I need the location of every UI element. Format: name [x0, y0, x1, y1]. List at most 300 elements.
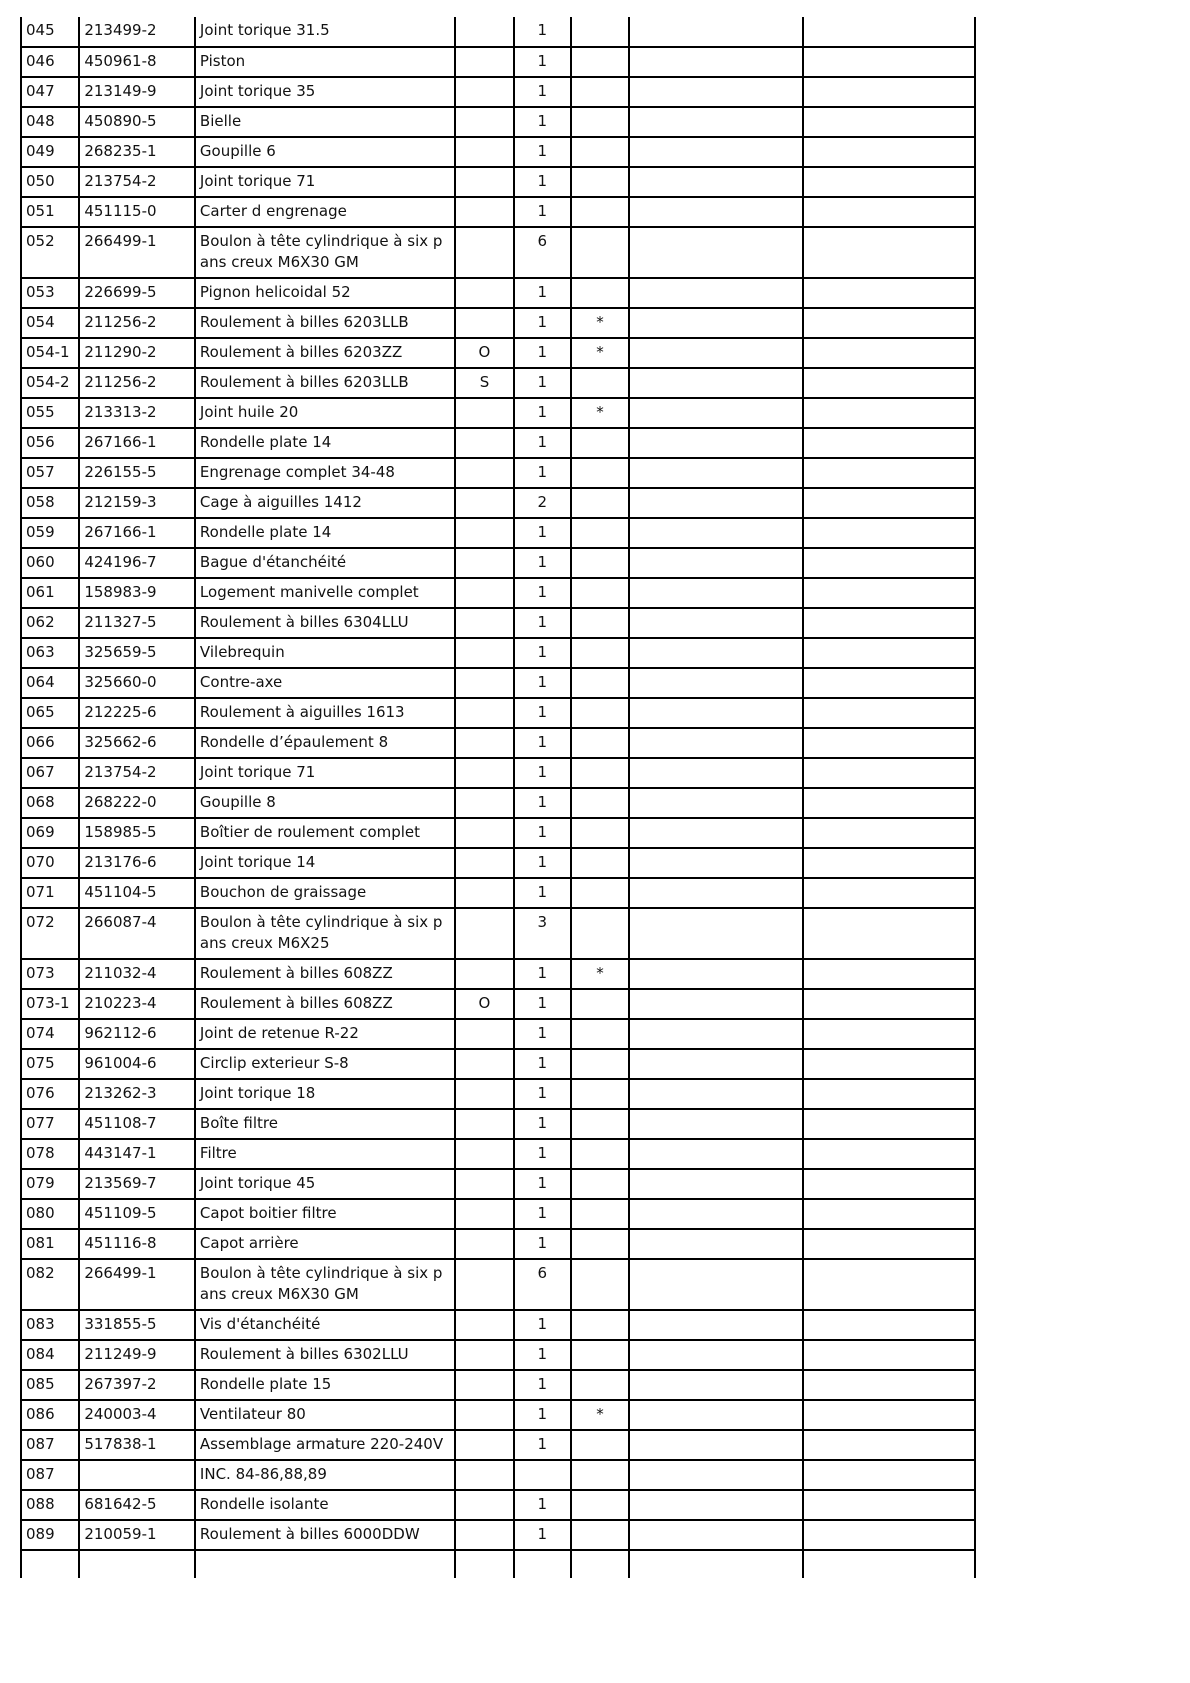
blank-cell	[803, 1430, 975, 1460]
item-number-cell: 048	[21, 107, 79, 137]
blank-cell	[803, 107, 975, 137]
part-number-cell: 267166-1	[79, 428, 195, 458]
blank-cell	[629, 878, 803, 908]
blank-cell	[629, 578, 803, 608]
description-cell: INC. 84-86,88,89	[195, 1460, 455, 1490]
blank-cell	[629, 428, 803, 458]
blank-cell	[803, 1460, 975, 1490]
blank-cell	[803, 1310, 975, 1340]
quantity-cell: 1	[514, 1400, 571, 1430]
blank-cell	[629, 107, 803, 137]
blank-cell	[629, 1520, 803, 1550]
table-row	[21, 1520, 975, 1550]
table-row	[21, 1169, 975, 1199]
note-cell	[571, 638, 629, 668]
symbol-cell	[455, 878, 513, 908]
description-cell: Roulement à billes 6203LLB	[195, 308, 455, 338]
blank-cell	[803, 368, 975, 398]
table-row	[21, 959, 975, 989]
part-number-cell: 213754-2	[79, 758, 195, 788]
symbol-cell	[455, 1370, 513, 1400]
blank-cell	[803, 1199, 975, 1229]
item-number-cell: 073	[21, 959, 79, 989]
part-number-cell: 450890-5	[79, 107, 195, 137]
blank-cell	[803, 788, 975, 818]
quantity-cell: 1	[514, 1430, 571, 1460]
symbol-cell	[455, 1019, 513, 1049]
item-number-cell: 070	[21, 848, 79, 878]
part-number-cell: 443147-1	[79, 1139, 195, 1169]
quantity-cell: 1	[514, 1229, 571, 1259]
item-number-cell: 084	[21, 1340, 79, 1370]
item-number-cell: 057	[21, 458, 79, 488]
description-cell: Capot boitier filtre	[195, 1199, 455, 1229]
blank-cell	[629, 1049, 803, 1079]
item-number-cell: 066	[21, 728, 79, 758]
note-cell	[571, 1049, 629, 1079]
symbol-cell	[455, 278, 513, 308]
table-row	[21, 1019, 975, 1049]
description-cell: Joint torique 31.5	[195, 17, 455, 47]
item-number-cell: 054-1	[21, 338, 79, 368]
description-cell: Contre-axe	[195, 668, 455, 698]
table-row	[21, 77, 975, 107]
note-cell	[571, 47, 629, 77]
note-cell	[571, 908, 629, 959]
note-cell	[571, 518, 629, 548]
blank-cell	[455, 1550, 513, 1578]
table-row	[21, 1460, 975, 1490]
blank-cell	[629, 989, 803, 1019]
item-number-cell: 086	[21, 1400, 79, 1430]
description-cell: Boulon à tête cylindrique à six pans creux M6X30 GM	[195, 227, 455, 278]
quantity-cell	[514, 1460, 571, 1490]
quantity-cell: 1	[514, 878, 571, 908]
part-number-cell: 267397-2	[79, 1370, 195, 1400]
table-row	[21, 1490, 975, 1520]
symbol-cell	[455, 1520, 513, 1550]
blank-cell	[803, 47, 975, 77]
blank-cell	[803, 77, 975, 107]
note-cell	[571, 989, 629, 1019]
blank-cell	[803, 1139, 975, 1169]
part-number-cell: 268235-1	[79, 137, 195, 167]
table-row	[21, 488, 975, 518]
part-number-cell: 213754-2	[79, 167, 195, 197]
part-number-cell: 451108-7	[79, 1109, 195, 1139]
note-cell	[571, 878, 629, 908]
table-row	[21, 1079, 975, 1109]
part-number-cell: 211256-2	[79, 308, 195, 338]
blank-cell	[629, 1199, 803, 1229]
table-row	[21, 398, 975, 428]
description-cell: Assemblage armature 220-240V	[195, 1430, 455, 1460]
part-number-cell: 213149-9	[79, 77, 195, 107]
blank-cell	[803, 1019, 975, 1049]
part-number-cell: 213262-3	[79, 1079, 195, 1109]
table-row	[21, 608, 975, 638]
blank-cell	[629, 1019, 803, 1049]
blank-cell	[803, 488, 975, 518]
quantity-cell: 1	[514, 698, 571, 728]
symbol-cell	[455, 1310, 513, 1340]
blank-cell	[629, 818, 803, 848]
item-number-cell: 073-1	[21, 989, 79, 1019]
blank-cell	[803, 668, 975, 698]
part-number-cell	[79, 1460, 195, 1490]
note-cell	[571, 1019, 629, 1049]
quantity-cell: 1	[514, 17, 571, 47]
table-row	[21, 1310, 975, 1340]
blank-cell	[629, 1259, 803, 1310]
part-number-cell: 331855-5	[79, 1310, 195, 1340]
blank-cell	[803, 1340, 975, 1370]
table-row	[21, 989, 975, 1019]
part-number-cell: 451115-0	[79, 197, 195, 227]
blank-cell	[629, 848, 803, 878]
table-row	[21, 1139, 975, 1169]
blank-cell	[629, 698, 803, 728]
item-number-cell: 060	[21, 548, 79, 578]
note-cell	[571, 698, 629, 728]
part-number-cell: 266087-4	[79, 908, 195, 959]
item-number-cell: 056	[21, 428, 79, 458]
part-number-cell: 211032-4	[79, 959, 195, 989]
description-cell: Rondelle d’épaulement 8	[195, 728, 455, 758]
description-cell: Roulement à billes 6000DDW	[195, 1520, 455, 1550]
note-cell	[571, 1370, 629, 1400]
note-cell	[571, 548, 629, 578]
blank-cell	[629, 1490, 803, 1520]
quantity-cell: 1	[514, 308, 571, 338]
item-number-cell: 088	[21, 1490, 79, 1520]
symbol-cell	[455, 107, 513, 137]
note-cell	[571, 728, 629, 758]
description-cell: Logement manivelle complet	[195, 578, 455, 608]
quantity-cell: 1	[514, 1310, 571, 1340]
symbol-cell	[455, 668, 513, 698]
quantity-cell: 1	[514, 1139, 571, 1169]
part-number-cell: 226155-5	[79, 458, 195, 488]
quantity-cell: 1	[514, 518, 571, 548]
description-cell: Roulement à billes 608ZZ	[195, 959, 455, 989]
blank-cell	[803, 818, 975, 848]
symbol-cell	[455, 167, 513, 197]
blank-cell	[803, 308, 975, 338]
blank-cell	[629, 1370, 803, 1400]
quantity-cell: 1	[514, 278, 571, 308]
symbol-cell	[455, 197, 513, 227]
symbol-cell	[455, 1259, 513, 1310]
table-row	[21, 1049, 975, 1079]
blank-cell	[629, 167, 803, 197]
blank-cell	[803, 1400, 975, 1430]
blank-cell	[629, 227, 803, 278]
blank-cell	[803, 1520, 975, 1550]
blank-cell	[629, 668, 803, 698]
item-number-cell: 087	[21, 1460, 79, 1490]
table-row	[21, 17, 975, 47]
symbol-cell	[455, 908, 513, 959]
blank-cell	[629, 17, 803, 47]
item-number-cell: 071	[21, 878, 79, 908]
description-cell: Rondelle plate 15	[195, 1370, 455, 1400]
table-row	[21, 368, 975, 398]
blank-cell	[803, 1259, 975, 1310]
quantity-cell: 1	[514, 338, 571, 368]
note-cell	[571, 1340, 629, 1370]
description-cell: Ventilateur 80	[195, 1400, 455, 1430]
note-cell	[571, 758, 629, 788]
description-cell: Roulement à billes 6302LLU	[195, 1340, 455, 1370]
item-number-cell: 085	[21, 1370, 79, 1400]
note-cell: *	[571, 959, 629, 989]
blank-cell	[629, 1229, 803, 1259]
quantity-cell: 1	[514, 578, 571, 608]
note-cell	[571, 1259, 629, 1310]
table-row	[21, 1259, 975, 1310]
part-number-cell: 325659-5	[79, 638, 195, 668]
description-cell: Carter d engrenage	[195, 197, 455, 227]
blank-cell	[803, 1169, 975, 1199]
note-cell	[571, 17, 629, 47]
item-number-cell: 065	[21, 698, 79, 728]
quantity-cell: 2	[514, 488, 571, 518]
blank-cell	[803, 197, 975, 227]
item-number-cell: 063	[21, 638, 79, 668]
description-cell: Bouchon de graissage	[195, 878, 455, 908]
description-cell: Bielle	[195, 107, 455, 137]
quantity-cell: 1	[514, 1109, 571, 1139]
symbol-cell: S	[455, 368, 513, 398]
item-number-cell: 059	[21, 518, 79, 548]
description-cell: Joint torique 71	[195, 758, 455, 788]
blank-cell	[629, 518, 803, 548]
blank-cell	[803, 638, 975, 668]
part-number-cell: 266499-1	[79, 1259, 195, 1310]
quantity-cell: 1	[514, 989, 571, 1019]
item-number-cell: 047	[21, 77, 79, 107]
symbol-cell: O	[455, 338, 513, 368]
item-number-cell: 080	[21, 1199, 79, 1229]
table-row	[21, 908, 975, 959]
description-cell: Joint torique 14	[195, 848, 455, 878]
note-cell	[571, 848, 629, 878]
quantity-cell: 1	[514, 848, 571, 878]
blank-cell	[803, 1079, 975, 1109]
item-number-cell: 051	[21, 197, 79, 227]
part-number-cell: 210223-4	[79, 989, 195, 1019]
part-number-cell: 450961-8	[79, 47, 195, 77]
blank-cell	[629, 137, 803, 167]
blank-cell	[195, 1550, 455, 1578]
blank-cell	[803, 848, 975, 878]
blank-cell	[629, 278, 803, 308]
description-cell: Boulon à tête cylindrique à six pans creux M6X25	[195, 908, 455, 959]
note-cell	[571, 227, 629, 278]
symbol-cell	[455, 548, 513, 578]
symbol-cell	[455, 698, 513, 728]
symbol-cell	[455, 1229, 513, 1259]
blank-cell	[629, 908, 803, 959]
table-row	[21, 1199, 975, 1229]
symbol-cell	[455, 488, 513, 518]
blank-cell	[803, 338, 975, 368]
part-number-cell: 424196-7	[79, 548, 195, 578]
blank-cell	[803, 428, 975, 458]
quantity-cell: 1	[514, 137, 571, 167]
quantity-cell: 1	[514, 428, 571, 458]
item-number-cell: 087	[21, 1430, 79, 1460]
item-number-cell: 058	[21, 488, 79, 518]
part-number-cell: 213569-7	[79, 1169, 195, 1199]
blank-cell	[629, 47, 803, 77]
quantity-cell: 1	[514, 1169, 571, 1199]
blank-cell	[571, 1550, 629, 1578]
item-number-cell: 077	[21, 1109, 79, 1139]
note-cell	[571, 1490, 629, 1520]
part-number-cell: 451104-5	[79, 878, 195, 908]
item-number-cell: 055	[21, 398, 79, 428]
description-cell: Bague d'étanchéité	[195, 548, 455, 578]
part-number-cell: 211327-5	[79, 608, 195, 638]
table-row	[21, 227, 975, 278]
part-number-cell: 158983-9	[79, 578, 195, 608]
symbol-cell	[455, 959, 513, 989]
description-cell: Boîte filtre	[195, 1109, 455, 1139]
note-cell	[571, 1229, 629, 1259]
description-cell: Rondelle isolante	[195, 1490, 455, 1520]
blank-cell	[803, 1490, 975, 1520]
table-row	[21, 758, 975, 788]
table-row	[21, 578, 975, 608]
symbol-cell	[455, 848, 513, 878]
symbol-cell	[455, 1169, 513, 1199]
part-number-cell: 267166-1	[79, 518, 195, 548]
blank-cell	[629, 197, 803, 227]
description-cell: Rondelle plate 14	[195, 518, 455, 548]
note-cell	[571, 668, 629, 698]
blank-cell	[803, 878, 975, 908]
part-number-cell: 158985-5	[79, 818, 195, 848]
blank-cell	[629, 788, 803, 818]
note-cell	[571, 1139, 629, 1169]
item-number-cell: 076	[21, 1079, 79, 1109]
blank-cell	[629, 728, 803, 758]
blank-cell	[629, 1460, 803, 1490]
blank-cell	[629, 1109, 803, 1139]
symbol-cell	[455, 788, 513, 818]
blank-cell	[803, 137, 975, 167]
description-cell: Boulon à tête cylindrique à six pans creux M6X30 GM	[195, 1259, 455, 1310]
blank-cell	[629, 77, 803, 107]
blank-cell	[803, 458, 975, 488]
parts-table	[20, 17, 976, 1578]
table-row	[21, 1109, 975, 1139]
part-number-cell: 211290-2	[79, 338, 195, 368]
note-cell: *	[571, 398, 629, 428]
table-row	[21, 878, 975, 908]
symbol-cell	[455, 1340, 513, 1370]
item-number-cell: 049	[21, 137, 79, 167]
note-cell	[571, 368, 629, 398]
blank-cell	[629, 608, 803, 638]
quantity-cell: 1	[514, 197, 571, 227]
item-number-cell: 072	[21, 908, 79, 959]
note-cell	[571, 428, 629, 458]
quantity-cell: 1	[514, 1340, 571, 1370]
description-cell: Joint torique 35	[195, 77, 455, 107]
note-cell: *	[571, 338, 629, 368]
item-number-cell: 061	[21, 578, 79, 608]
item-number-cell: 083	[21, 1310, 79, 1340]
blank-cell	[803, 278, 975, 308]
quantity-cell: 1	[514, 758, 571, 788]
blank-cell	[803, 698, 975, 728]
symbol-cell	[455, 428, 513, 458]
description-cell: Joint huile 20	[195, 398, 455, 428]
blank-cell	[803, 548, 975, 578]
symbol-cell	[455, 17, 513, 47]
item-number-cell: 078	[21, 1139, 79, 1169]
blank-cell	[629, 1310, 803, 1340]
description-cell: Circlip exterieur S-8	[195, 1049, 455, 1079]
symbol-cell	[455, 47, 513, 77]
part-number-cell: 210059-1	[79, 1520, 195, 1550]
table-row	[21, 518, 975, 548]
symbol-cell	[455, 1049, 513, 1079]
quantity-cell: 3	[514, 908, 571, 959]
blank-cell	[803, 167, 975, 197]
quantity-cell: 1	[514, 638, 571, 668]
part-number-cell: 961004-6	[79, 1049, 195, 1079]
part-number-cell: 226699-5	[79, 278, 195, 308]
blank-cell	[803, 959, 975, 989]
part-number-cell: 213313-2	[79, 398, 195, 428]
note-cell	[571, 107, 629, 137]
item-number-cell: 054-2	[21, 368, 79, 398]
table-row	[21, 167, 975, 197]
note-cell	[571, 578, 629, 608]
blank-cell	[803, 17, 975, 47]
quantity-cell: 1	[514, 107, 571, 137]
quantity-cell: 1	[514, 1049, 571, 1079]
blank-cell	[629, 1169, 803, 1199]
description-cell: Joint torique 71	[195, 167, 455, 197]
table-row	[21, 788, 975, 818]
symbol-cell	[455, 1400, 513, 1430]
description-cell: Vis d'étanchéité	[195, 1310, 455, 1340]
item-number-cell: 075	[21, 1049, 79, 1079]
item-number-cell: 089	[21, 1520, 79, 1550]
blank-cell	[803, 518, 975, 548]
part-number-cell: 240003-4	[79, 1400, 195, 1430]
blank-cell	[79, 1550, 195, 1578]
item-number-cell: 069	[21, 818, 79, 848]
table-row	[21, 197, 975, 227]
symbol-cell	[455, 818, 513, 848]
blank-cell	[629, 959, 803, 989]
note-cell	[571, 137, 629, 167]
blank-cell	[803, 1229, 975, 1259]
note-cell	[571, 458, 629, 488]
description-cell: Rondelle plate 14	[195, 428, 455, 458]
item-number-cell: 045	[21, 17, 79, 47]
item-number-cell: 054	[21, 308, 79, 338]
symbol-cell	[455, 728, 513, 758]
part-number-cell: 451116-8	[79, 1229, 195, 1259]
note-cell	[571, 1079, 629, 1109]
